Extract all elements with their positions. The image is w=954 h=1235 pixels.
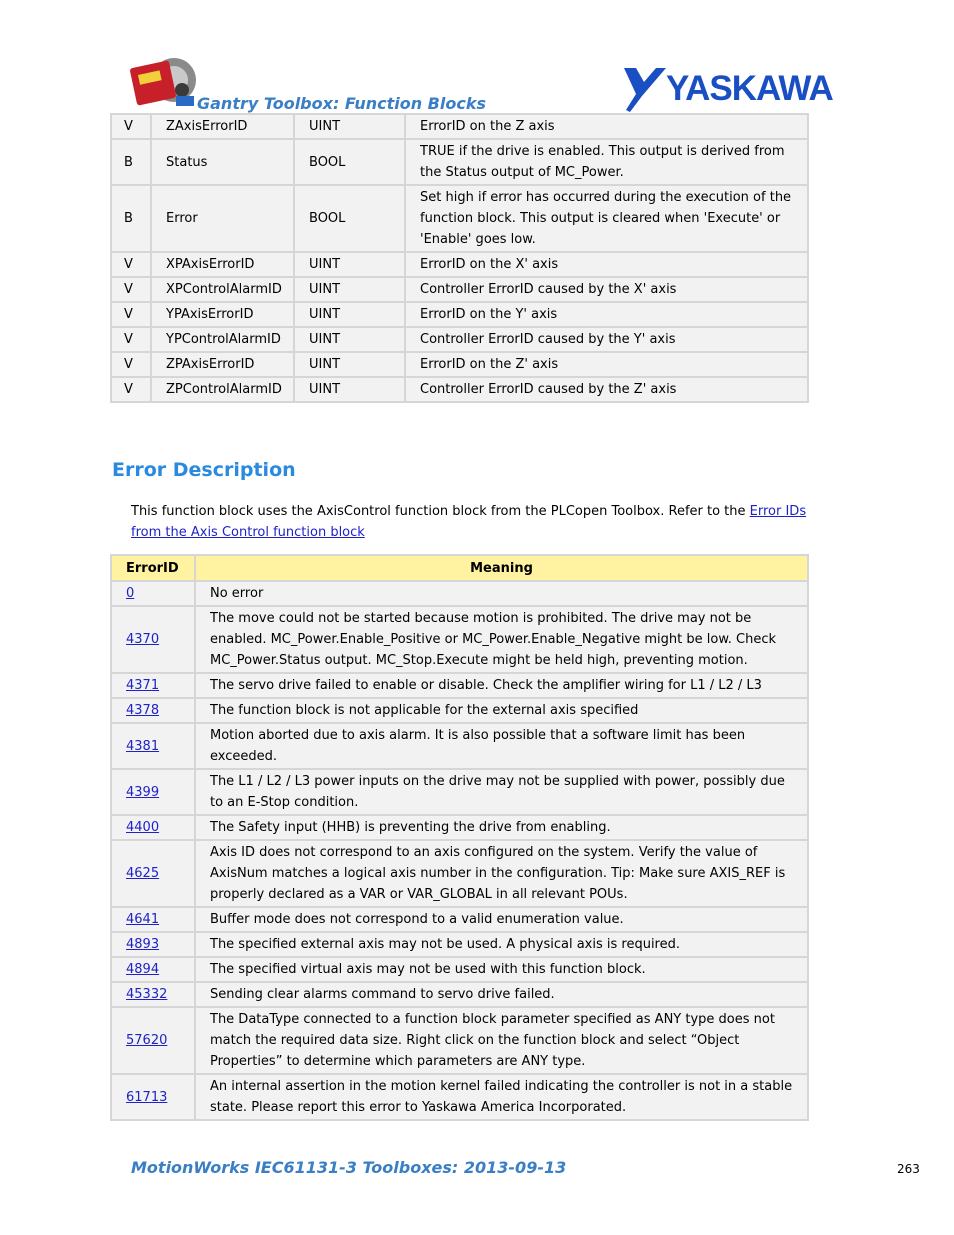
errorid-link[interactable]: 4625 <box>126 866 160 881</box>
errorid-link[interactable]: 0 <box>126 586 135 601</box>
output-type-cell: UINT <box>294 277 405 302</box>
output-desc-cell: Set high if error has occurred during the execution of the function block. This output is cleared when 'Execute' or 'Enable' goes low. <box>405 185 808 252</box>
errorid-cell <box>111 673 195 698</box>
errorid-cell <box>111 1074 195 1120</box>
output-row <box>111 327 808 352</box>
error-row <box>111 581 808 606</box>
error-row <box>111 673 808 698</box>
intro-text: This function block uses the AxisControl function block from the PLCopen Toolbox. Refer to the <box>131 504 750 519</box>
errorid-cell <box>111 698 195 723</box>
error-row <box>111 769 808 815</box>
error-row <box>111 606 808 673</box>
errorid-link[interactable]: 4893 <box>126 937 160 952</box>
output-desc-cell: Controller ErrorID caused by the X' axis <box>405 277 808 302</box>
meaning-cell: The L1 / L2 / L3 power inputs on the drive may not be supplied with power, possibly due to an E-Stop condition. <box>195 769 808 815</box>
output-type-cell: BOOL <box>294 185 405 252</box>
output-type-cell: UINT <box>294 114 405 139</box>
output-desc-cell: Controller ErrorID caused by the Z' axis <box>405 377 808 402</box>
output-row <box>111 139 808 185</box>
yaskawa-wordmark: YASKAWA <box>666 69 833 108</box>
errorid-cell <box>111 606 195 673</box>
output-name-cell: XPControlAlarmID <box>151 277 294 302</box>
meaning-cell: The DataType connected to a function block parameter specified as ANY type does not match the required data size. Right click on the function block and select “Object Properties” to determine which parameters are ANY type. <box>195 1007 808 1074</box>
output-type-cell: UINT <box>294 352 405 377</box>
error-table <box>110 554 809 1121</box>
meaning-cell: The specified virtual axis may not be used with this function block. <box>195 957 808 982</box>
errorid-column-header: ErrorID <box>111 555 195 581</box>
errorid-link[interactable]: 61713 <box>126 1089 168 1105</box>
output-row <box>111 302 808 327</box>
meaning-cell: Motion aborted due to axis alarm. It is also possible that a software limit has been exceeded. <box>195 723 808 769</box>
output-type-cell: BOOL <box>294 139 405 185</box>
output-type-cell: UINT <box>294 377 405 402</box>
output-kind-cell: V <box>111 302 151 327</box>
output-desc-cell: ErrorID on the Z' axis <box>405 352 808 377</box>
output-kind-cell: B <box>111 185 151 252</box>
error-description-heading: Error Description <box>112 459 296 481</box>
meaning-cell: An internal assertion in the motion kernel failed indicating the controller is not in a stable state. Please report this error to Yaskawa America Incorporated. <box>195 1074 808 1120</box>
outputs-table <box>110 113 809 403</box>
output-kind-cell: B <box>111 139 151 185</box>
meaning-cell: No error <box>195 581 808 606</box>
output-type-cell: UINT <box>294 252 405 277</box>
meaning-cell: Buffer mode does not correspond to a valid enumeration value. <box>195 907 808 932</box>
errorid-cell <box>111 907 195 932</box>
errorid-link[interactable]: 57620 <box>126 1033 168 1048</box>
error-row <box>111 932 808 957</box>
errorid-cell <box>111 581 195 606</box>
output-kind-cell: V <box>111 252 151 277</box>
output-kind-cell: V <box>111 327 151 352</box>
output-name-cell: Error <box>151 185 294 252</box>
errorid-link[interactable]: 4371 <box>126 678 160 693</box>
meaning-cell: The Safety input (HHB) is preventing the drive from enabling. <box>195 815 808 840</box>
output-name-cell: ZPAxisErrorID <box>151 352 294 377</box>
errorid-link[interactable]: 4381 <box>126 738 160 754</box>
error-row <box>111 698 808 723</box>
meaning-cell: Axis ID does not correspond to an axis configured on the system. Verify the value of AxisNum matches a logical axis number in the configuration. Tip: Make sure AXIS_REF is properly declared as a VAR or VAR_GLOBAL in all relevant POUs. <box>195 840 808 907</box>
errorid-cell <box>111 723 195 769</box>
yaskawa-emblem-icon <box>622 66 666 112</box>
meaning-cell: The specified external axis may not be used. A physical axis is required. <box>195 932 808 957</box>
output-row <box>111 277 808 302</box>
output-name-cell: ZPControlAlarmID <box>151 377 294 402</box>
output-kind-cell: V <box>111 352 151 377</box>
errorid-link[interactable]: 4400 <box>126 820 160 835</box>
output-type-cell: UINT <box>294 327 405 352</box>
meaning-cell: The servo drive failed to enable or disable. Check the amplifier wiring for L1 / L2 / L3 <box>195 673 808 698</box>
errorid-link[interactable]: 4399 <box>126 784 160 800</box>
errorid-cell <box>111 1007 195 1074</box>
output-row <box>111 377 808 402</box>
output-row <box>111 114 808 139</box>
page-number: 263 <box>897 1162 920 1176</box>
output-desc-cell: ErrorID on the Z axis <box>405 114 808 139</box>
error-intro-paragraph <box>131 501 831 543</box>
output-desc-cell: TRUE if the drive is enabled. This output is derived from the Status output of MC_Power. <box>405 139 808 185</box>
footer-title: MotionWorks IEC61131-3 Toolboxes: 2013-09-13 <box>131 1158 567 1177</box>
meaning-cell: Sending clear alarms command to servo drive failed. <box>195 982 808 1007</box>
output-name-cell: YPControlAlarmID <box>151 327 294 352</box>
errorid-cell <box>111 982 195 1007</box>
output-name-cell: ZAxisErrorID <box>151 114 294 139</box>
output-row <box>111 352 808 377</box>
errorid-link[interactable]: 4641 <box>126 912 160 927</box>
error-row <box>111 1074 808 1120</box>
errorid-link[interactable]: 4894 <box>126 962 160 977</box>
error-row <box>111 957 808 982</box>
errorid-cell <box>111 957 195 982</box>
errorid-cell <box>111 815 195 840</box>
output-desc-cell: Controller ErrorID caused by the Y' axis <box>405 327 808 352</box>
gantry-toolbox-logo <box>130 56 200 110</box>
output-kind-cell: V <box>111 377 151 402</box>
output-row <box>111 185 808 252</box>
error-row <box>111 815 808 840</box>
errorid-cell <box>111 769 195 815</box>
output-name-cell: Status <box>151 139 294 185</box>
meaning-cell: The function block is not applicable for the external axis specified <box>195 698 808 723</box>
errorid-link[interactable]: 45332 <box>126 987 168 1002</box>
errorid-cell <box>111 840 195 907</box>
error-row <box>111 840 808 907</box>
output-name-cell: XPAxisErrorID <box>151 252 294 277</box>
output-desc-cell: ErrorID on the X' axis <box>405 252 808 277</box>
output-type-cell: UINT <box>294 302 405 327</box>
output-kind-cell: V <box>111 114 151 139</box>
error-row <box>111 1007 808 1074</box>
errorid-link[interactable]: 4370 <box>126 632 160 647</box>
meaning-cell: The move could not be started because motion is prohibited. The drive may not be enabled. MC_Power.Enable_Positive or MC_Power.Enable_Negative might be low. Check MC_Power.Status output. MC_Stop.Execute might be held high, preventing motion. <box>195 606 808 673</box>
header-title: Gantry Toolbox: Function Blocks <box>197 94 486 113</box>
output-desc-cell: ErrorID on the Y' axis <box>405 302 808 327</box>
yaskawa-logo <box>622 66 844 112</box>
errorid-link[interactable]: 4378 <box>126 703 160 718</box>
error-row <box>111 723 808 769</box>
output-kind-cell: V <box>111 277 151 302</box>
axis-control-error-ids-link[interactable]: Error IDs from the Axis Control function block <box>131 504 807 540</box>
output-name-cell: YPAxisErrorID <box>151 302 294 327</box>
error-row <box>111 982 808 1007</box>
output-row <box>111 252 808 277</box>
error-row <box>111 907 808 932</box>
meaning-column-header: Meaning <box>195 555 808 581</box>
errorid-cell <box>111 932 195 957</box>
